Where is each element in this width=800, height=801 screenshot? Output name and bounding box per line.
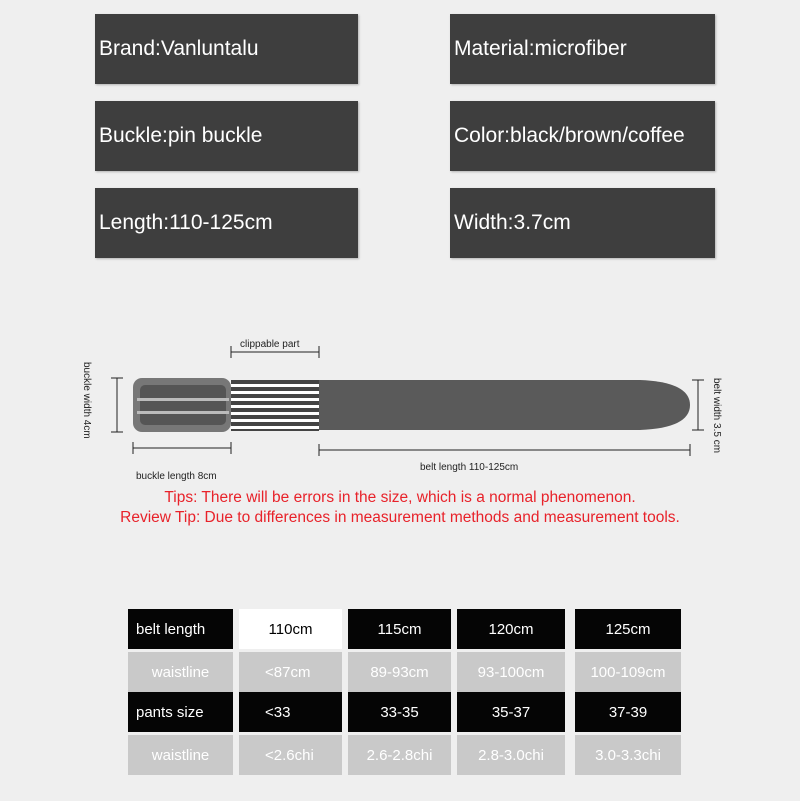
- spec-length: Length:110-125cm: [95, 188, 358, 258]
- table-cell: 2.6-2.8chi: [348, 735, 451, 775]
- table-cell: <2.6chi: [239, 735, 342, 775]
- table-row-label: belt length: [128, 609, 233, 649]
- table-cell: 2.8-3.0chi: [457, 735, 565, 775]
- tip-measurement: Review Tip: Due to differences in measurement methods and measurement tools.: [120, 509, 680, 526]
- table-cell: 35-37: [457, 692, 565, 732]
- table-row-label: waistline: [128, 652, 233, 692]
- table-cell: 100-109cm: [575, 652, 681, 692]
- tip-size-errors: Tips: There will be errors in the size, which is a normal phenomenon.: [164, 489, 636, 506]
- clippable-part-label: clippable part: [240, 339, 300, 350]
- spec-color: Color:black/brown/coffee: [450, 101, 715, 171]
- spec-material: Material:microfiber: [450, 14, 715, 84]
- table-cell: <87cm: [239, 652, 342, 692]
- table-cell: 37-39: [575, 692, 681, 732]
- table-cell: 89-93cm: [348, 652, 451, 692]
- buckle-width-label: buckle width 4cm: [81, 362, 92, 439]
- table-cell: 115cm: [348, 609, 451, 649]
- buckle-length-label: buckle length 8cm: [136, 471, 217, 482]
- table-cell: 3.0-3.3chi: [575, 735, 681, 775]
- table-cell: <33: [239, 692, 342, 732]
- table-row-label: waistline: [128, 735, 233, 775]
- table-cell: 125cm: [575, 609, 681, 649]
- spec-buckle: Buckle:pin buckle: [95, 101, 358, 171]
- spec-brand: Brand:Vanluntalu: [95, 14, 358, 84]
- table-cell: 110cm: [239, 609, 342, 649]
- table-row-label: pants size: [128, 692, 233, 732]
- belt-strap-shape: [319, 380, 690, 430]
- belt-length-label: belt length 110-125cm: [420, 462, 519, 473]
- table-cell: 33-35: [348, 692, 451, 732]
- table-cell: 93-100cm: [457, 652, 565, 692]
- table-cell: 120cm: [457, 609, 565, 649]
- belt-width-label: belt width 3.5 cm: [711, 378, 722, 454]
- spec-width: Width:3.7cm: [450, 188, 715, 258]
